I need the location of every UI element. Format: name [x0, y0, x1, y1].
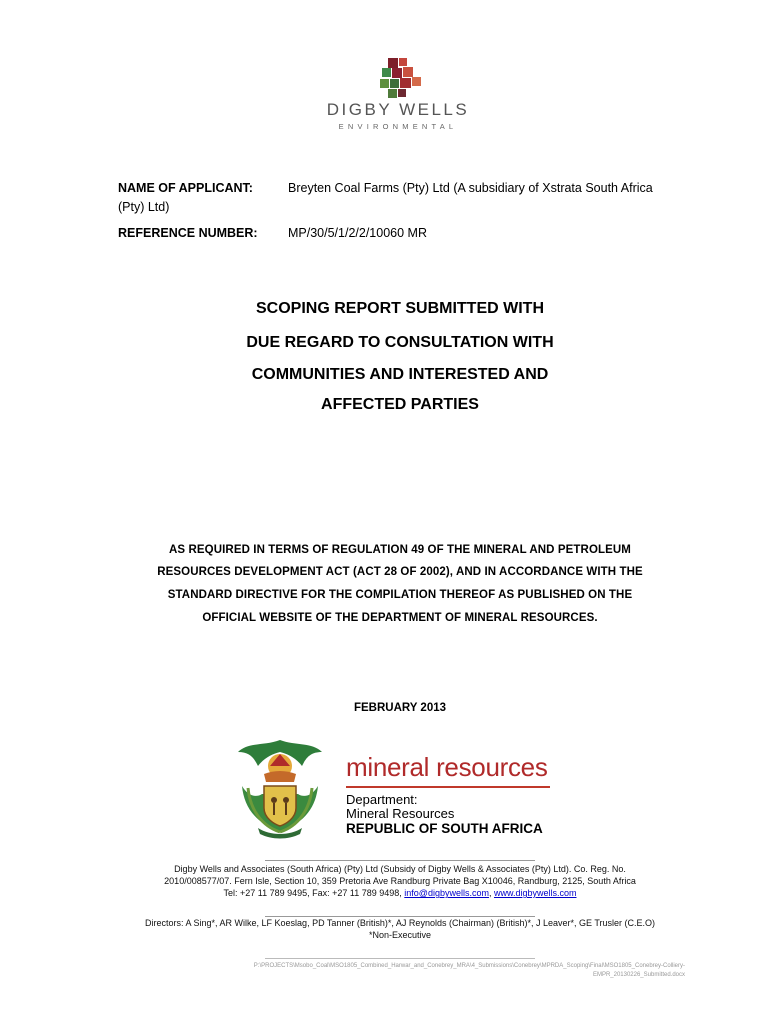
report-date: FEBRUARY 2013: [353, 702, 447, 714]
reference-number-label: REFERENCE NUMBER:: [118, 226, 258, 240]
report-title-line-4: AFFECTED PARTIES: [321, 396, 479, 413]
dmr-ministry: Mineral Resources: [346, 806, 455, 821]
dmr-department-label: Department:: [346, 792, 418, 807]
applicant-name-label: NAME OF APPLICANT:: [118, 181, 253, 195]
footer-email-link[interactable]: info@digbywells.com: [404, 888, 489, 898]
footer-divider-bottom: [265, 958, 535, 959]
report-title-line-3: COMMUNITIES AND INTERESTED AND: [251, 366, 549, 383]
document-file-path: [170, 962, 685, 980]
dmr-divider: [346, 786, 550, 788]
footer-website-link[interactable]: www.digbywells.com: [493, 888, 577, 898]
regulation-line-1: AS REQUIRED IN TERMS OF REGULATION 49 OF THE MINERAL AND PETROLEUM: [169, 544, 631, 556]
digby-wells-logo-icon: [380, 58, 422, 98]
regulation-line-3: STANDARD DIRECTIVE FOR THE COMPILATION THEREOF AS PUBLISHED ON THE: [167, 589, 633, 601]
footer-phone-fax: Tel: +27 11 789 9495, Fax: +27 11 789 9498,: [223, 888, 405, 898]
logo-company-subtitle: ENVIRONMENTAL: [338, 122, 458, 131]
coat-of-arms-icon: [234, 736, 326, 842]
file-path-line-1: P:\PROJECTS\Msobo_Coal\MSO1805_Combined_Harwar_and_Conebrey_MRA\4_Submissions\Conebrey\MPRDA_Scoping\Final\MSO1805_Conebrey-Colliery-: [253, 963, 685, 969]
footer-nonexec-note: *Non-Executive: [368, 930, 432, 940]
dmr-title: mineral resources: [346, 752, 548, 782]
dmr-country: REPUBLIC OF SOUTH AFRICA: [346, 821, 543, 836]
applicant-name-value: Breyten Coal Farms (Pty) Ltd (A subsidiary of Xstrata South Africa: [288, 181, 653, 195]
logo-company-name: DIGBY WELLS: [326, 100, 470, 119]
footer-directors: Directors: A Sing*, AR Wilke, LF Koeslag, PD Tanner (British)*, AJ Reynolds (Chairman) (British)*, J Leaver*, GE Trusler (C.E.O): [145, 918, 655, 928]
regulation-line-4: OFFICIAL WEBSITE OF THE DEPARTMENT OF MINERAL RESOURCES.: [202, 612, 598, 624]
regulation-line-2: RESOURCES DEVELOPMENT ACT (ACT 28 OF 2002), AND IN ACCORDANCE WITH THE: [157, 566, 643, 578]
footer-divider-top: [265, 860, 535, 861]
footer-contact-line: [100, 887, 700, 899]
footer-company-line-2: 2010/008577/07. Fern Isle, Section 10, 359 Pretoria Ave Randburg Private Bag X10046, Randburg, 2125, South Africa: [164, 876, 636, 886]
file-path-line-2: EMPR_20130226_Submitted.docx: [592, 972, 685, 978]
report-title-line-2: DUE REGARD TO CONSULTATION WITH: [246, 334, 554, 351]
reference-number-value: MP/30/5/1/2/2/10060 MR: [288, 226, 427, 240]
applicant-name-value-continued: (Pty) Ltd): [118, 200, 170, 214]
footer-contact-separator: ,: [488, 888, 494, 898]
report-title-line-1: SCOPING REPORT SUBMITTED WITH: [256, 300, 544, 317]
footer-company-line-1: Digby Wells and Associates (South Africa) (Pty) Ltd (Subsidy of Digby Wells & Associates (Pty) Ltd). Co. Reg. No.: [174, 864, 626, 874]
